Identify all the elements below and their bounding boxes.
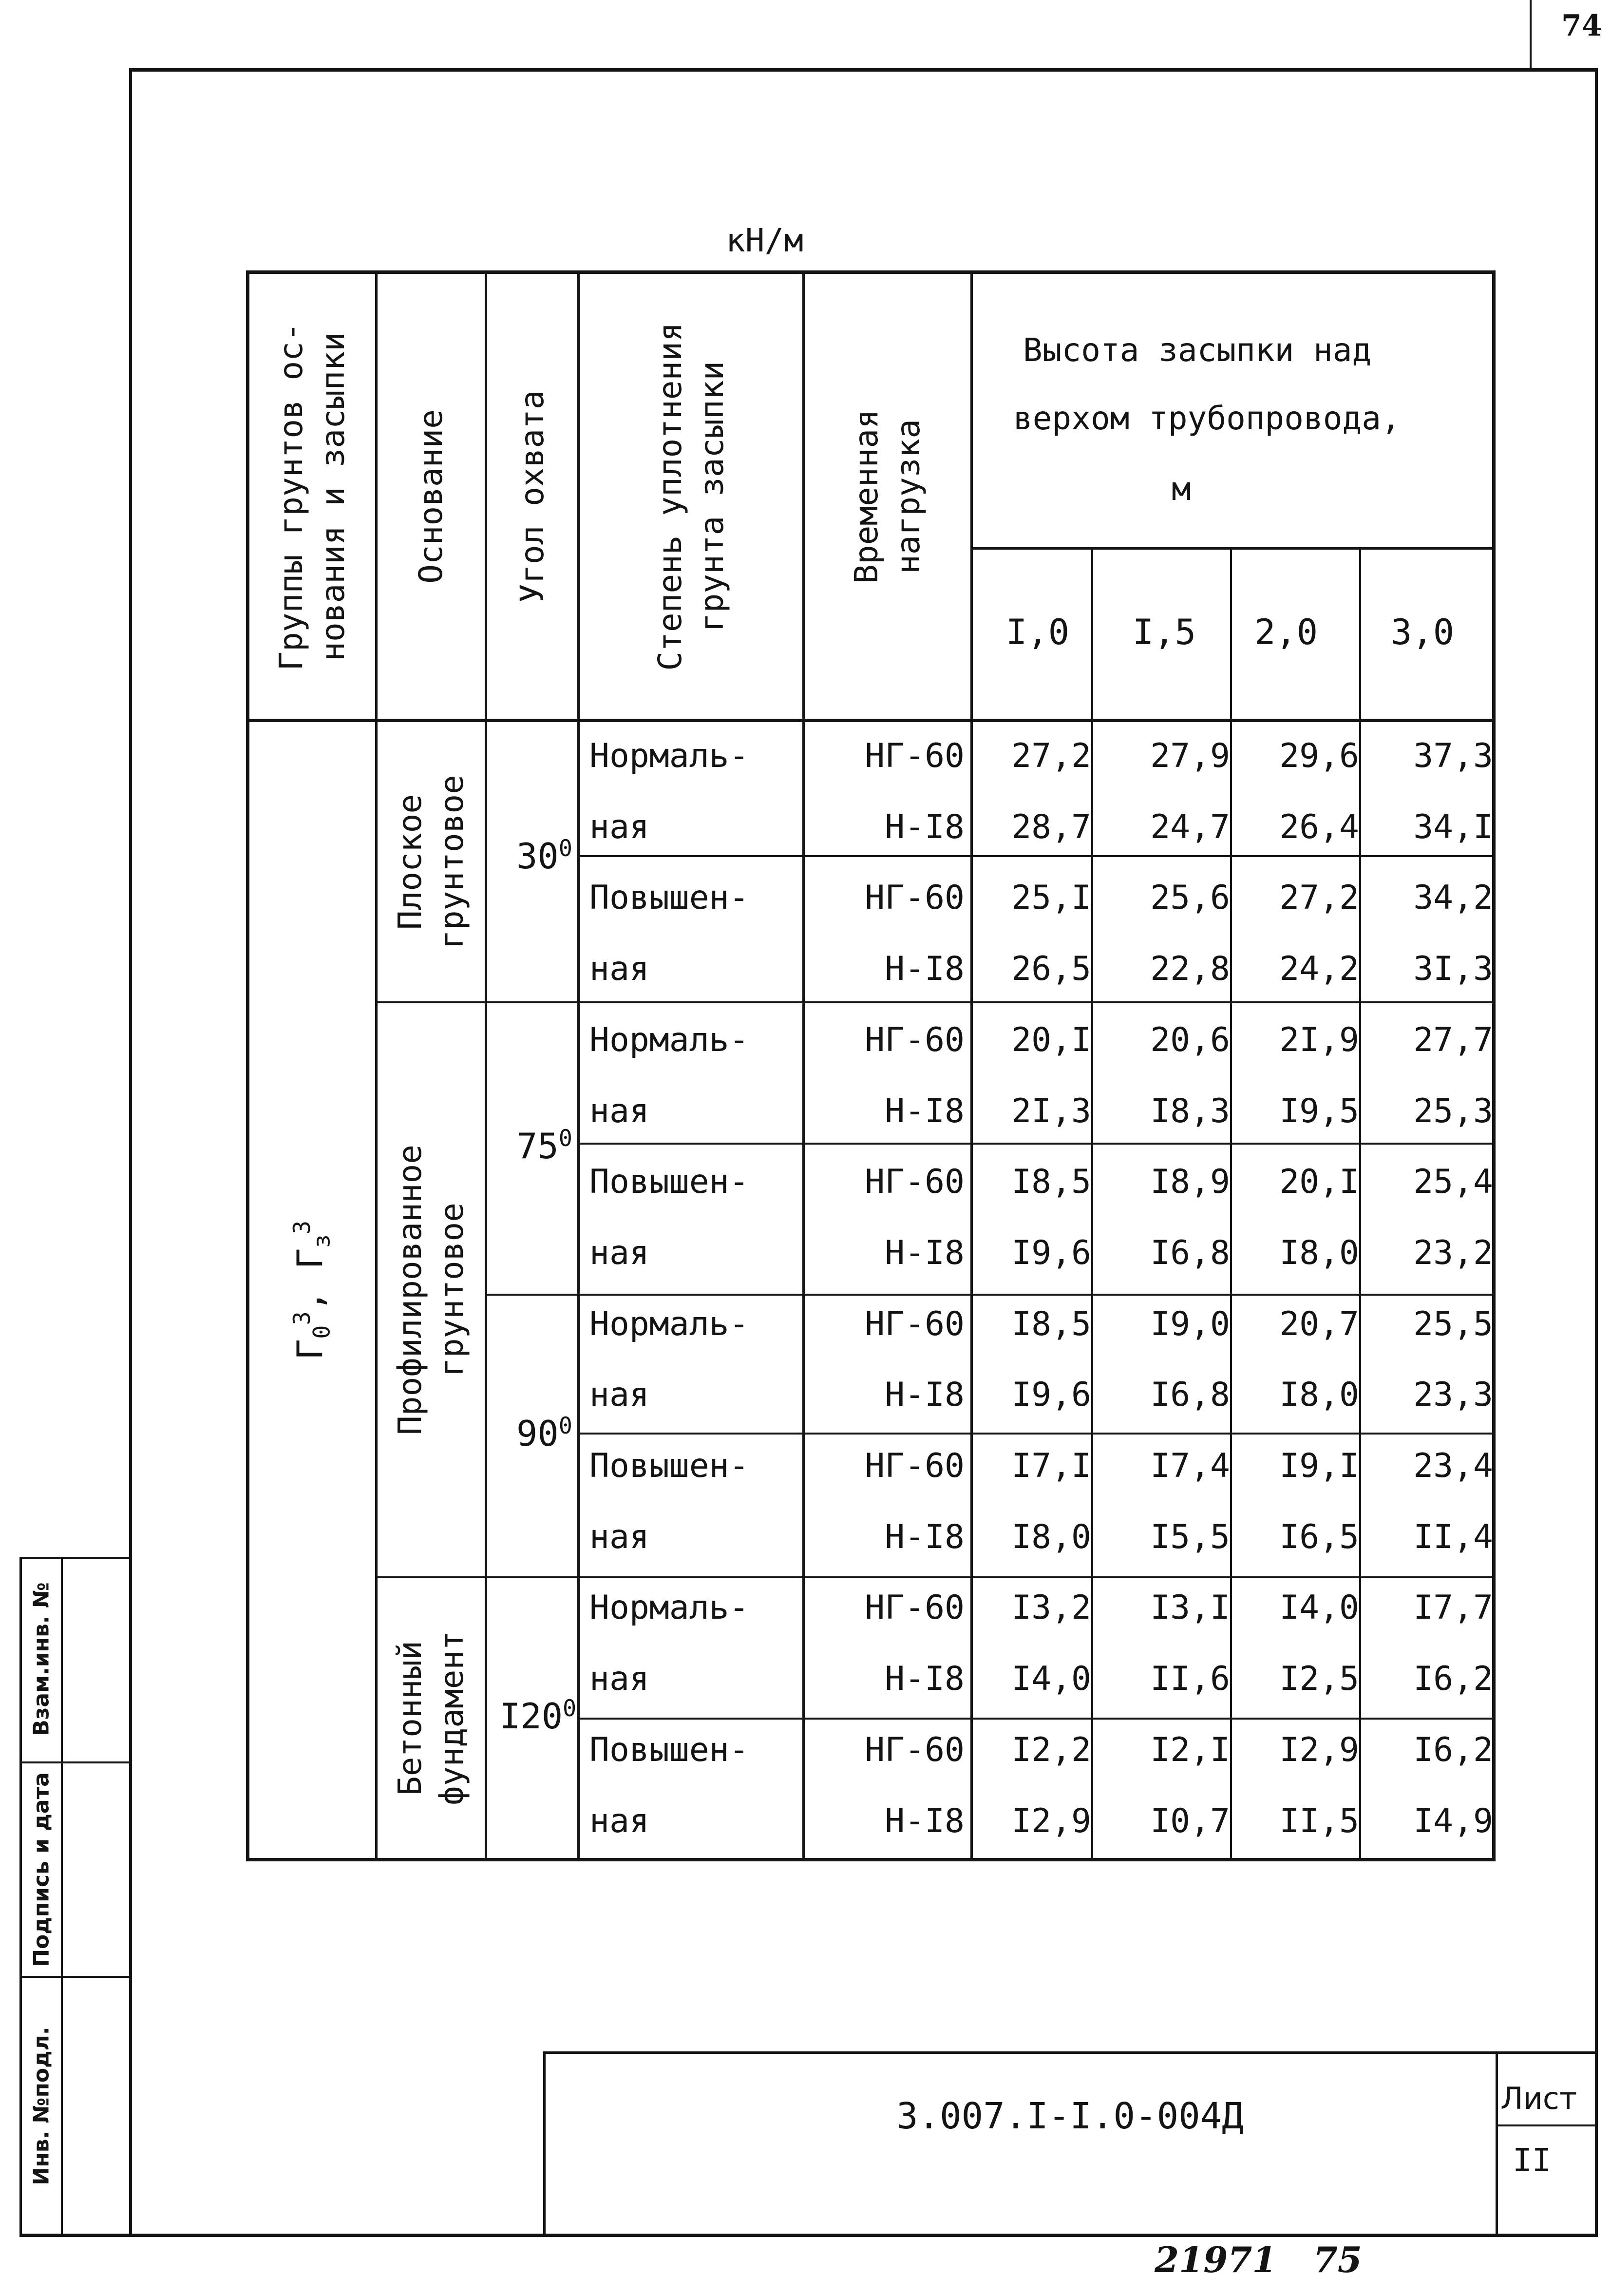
table-cell: 20,I bbox=[1279, 1163, 1359, 1202]
table-cell: I8,0 bbox=[1279, 1233, 1359, 1272]
stamp-sign-date: Подпись и дата bbox=[29, 1772, 54, 1967]
table-cell: 25,I bbox=[1011, 879, 1091, 918]
table-cell: 22,8 bbox=[1150, 950, 1230, 989]
left-stamp bbox=[19, 1557, 129, 2234]
load-value: НГ-60 bbox=[865, 1588, 965, 1627]
document-code: 3.007.I-I.0-004Д bbox=[896, 2095, 1244, 2137]
table-cell: 3I,3 bbox=[1413, 950, 1493, 989]
units-label: кН/м bbox=[726, 222, 803, 259]
compaction-text: Нормаль- bbox=[589, 1588, 749, 1627]
table-cell: I9,6 bbox=[1011, 1233, 1091, 1272]
compaction-text: Повышен- bbox=[589, 1447, 749, 1485]
table-cell: I6,5 bbox=[1279, 1517, 1359, 1556]
table-cell: 20,6 bbox=[1150, 1020, 1230, 1059]
frame-top bbox=[129, 68, 1598, 72]
table-cell: 26,5 bbox=[1011, 950, 1091, 989]
load-value: Н-I8 bbox=[885, 1660, 965, 1699]
table-cell: I7,I bbox=[1011, 1447, 1091, 1485]
group-label: $Г_0^3$, $Г_з^3$ bbox=[289, 1220, 336, 1360]
table-cell: I6,2 bbox=[1413, 1660, 1493, 1699]
table-cell: I9,6 bbox=[1011, 1376, 1091, 1415]
compaction-text: Нормаль- bbox=[589, 737, 749, 775]
table-cell: I4,0 bbox=[1279, 1588, 1359, 1627]
stamp-inv-orig: Инв. №подл. bbox=[29, 2027, 54, 2185]
table-cell: 27,2 bbox=[1011, 737, 1091, 775]
table-cell: I9,5 bbox=[1279, 1091, 1359, 1130]
compaction-text: ная bbox=[589, 1376, 649, 1415]
table-cell: 23,4 bbox=[1413, 1447, 1493, 1485]
angle-75: $75^0$ bbox=[516, 1126, 572, 1167]
table-cell: I8,3 bbox=[1150, 1091, 1230, 1130]
table-cell: I2,5 bbox=[1279, 1660, 1359, 1699]
angle-30: $30^0$ bbox=[516, 836, 572, 877]
table-cell: 23,3 bbox=[1413, 1376, 1493, 1415]
table-cell: I2,9 bbox=[1279, 1730, 1359, 1769]
compaction-text: Нормаль- bbox=[589, 1304, 749, 1343]
header-h-2: I,5 bbox=[1133, 612, 1196, 652]
table-cell: II,6 bbox=[1150, 1660, 1230, 1699]
table-cell: I2,9 bbox=[1011, 1801, 1091, 1840]
table-cell: I6,2 bbox=[1413, 1730, 1493, 1769]
table-cell: 27,7 bbox=[1413, 1020, 1493, 1059]
load-value: Н-I8 bbox=[885, 807, 965, 846]
table-cell: 2I,9 bbox=[1279, 1020, 1359, 1059]
header-height-l2: верхом трубопровода, bbox=[1013, 400, 1401, 437]
compaction-text: ная bbox=[589, 1091, 649, 1130]
load-value: Н-I8 bbox=[885, 950, 965, 989]
table-cell: 2I,3 bbox=[1011, 1091, 1091, 1130]
table-cell: 25,6 bbox=[1150, 879, 1230, 918]
compaction-text: Повышен- bbox=[589, 1163, 749, 1202]
table-cell: 24,2 bbox=[1279, 950, 1359, 989]
table-cell: I6,8 bbox=[1150, 1233, 1230, 1272]
load-value: Н-I8 bbox=[885, 1091, 965, 1130]
load-value: НГ-60 bbox=[865, 1304, 965, 1343]
frame-right bbox=[1595, 68, 1598, 2237]
table-cell: I5,5 bbox=[1150, 1517, 1230, 1556]
table-cell: 20,I bbox=[1011, 1020, 1091, 1059]
compaction-text: ная bbox=[589, 807, 649, 846]
table-cell: 25,4 bbox=[1413, 1163, 1493, 1202]
table-cell: 25,5 bbox=[1413, 1304, 1493, 1343]
frame-bottom bbox=[19, 2234, 1598, 2237]
table-cell: I3,2 bbox=[1011, 1588, 1091, 1627]
base-profiled: Профилированное грунтовое bbox=[391, 1144, 471, 1435]
data-table bbox=[246, 270, 1496, 1861]
page-number: 74 bbox=[1561, 9, 1602, 43]
header-groups: Группы грунтов ос- нования и засыпки bbox=[272, 322, 352, 671]
compaction-text: ная bbox=[589, 1517, 649, 1556]
load-value: НГ-60 bbox=[865, 1447, 965, 1485]
table-cell: II,5 bbox=[1279, 1801, 1359, 1840]
header-height-l3: м bbox=[1172, 470, 1191, 508]
table-cell: 24,7 bbox=[1150, 807, 1230, 846]
table-cell: 28,7 bbox=[1011, 807, 1091, 846]
compaction-text: ная bbox=[589, 950, 649, 989]
table-cell: I8,0 bbox=[1279, 1376, 1359, 1415]
header-h-4: 3,0 bbox=[1391, 612, 1455, 652]
angle-120: $I20^0$ bbox=[499, 1696, 577, 1737]
header-h-1: I,0 bbox=[1006, 612, 1070, 652]
load-value: НГ-60 bbox=[865, 737, 965, 775]
compaction-text: Повышен- bbox=[589, 1730, 749, 1769]
header-compaction: Степень уплотнения грунта засыпки bbox=[651, 322, 731, 671]
sheet-label: Лист bbox=[1500, 2081, 1577, 2116]
table-cell: I8,5 bbox=[1011, 1163, 1091, 1202]
table-cell: I0,7 bbox=[1150, 1801, 1230, 1840]
table-cell: I2,2 bbox=[1011, 1730, 1091, 1769]
table-cell: I4,9 bbox=[1413, 1801, 1493, 1840]
compaction-text: Нормаль- bbox=[589, 1020, 749, 1059]
load-value: Н-I8 bbox=[885, 1376, 965, 1415]
table-cell: I9,0 bbox=[1150, 1304, 1230, 1343]
table-cell: 27,2 bbox=[1279, 879, 1359, 918]
sheet-number: II bbox=[1513, 2142, 1552, 2179]
load-value: НГ-60 bbox=[865, 1163, 965, 1202]
compaction-text: Повышен- bbox=[589, 879, 749, 918]
compaction-text: ная bbox=[589, 1801, 649, 1840]
load-value: Н-I8 bbox=[885, 1517, 965, 1556]
table-cell: I3,I bbox=[1150, 1588, 1230, 1627]
header-angle: Угол охвата bbox=[513, 389, 551, 603]
handwritten-number: 21971 75 bbox=[1155, 2239, 1362, 2280]
table-cell: I8,0 bbox=[1011, 1517, 1091, 1556]
table-cell: 29,6 bbox=[1279, 737, 1359, 775]
load-value: Н-I8 bbox=[885, 1801, 965, 1840]
table-cell: I7,7 bbox=[1413, 1588, 1493, 1627]
table-cell: 26,4 bbox=[1279, 807, 1359, 846]
frame-left bbox=[129, 68, 132, 2237]
table-cell: I4,0 bbox=[1011, 1660, 1091, 1699]
header-base: Основание bbox=[412, 409, 450, 584]
load-value: НГ-60 bbox=[865, 879, 965, 918]
table-cell: I6,8 bbox=[1150, 1376, 1230, 1415]
table-cell: I8,9 bbox=[1150, 1163, 1230, 1202]
table-cell: I8,5 bbox=[1011, 1304, 1091, 1343]
angle-90: $90^0$ bbox=[516, 1413, 572, 1454]
table-cell: 20,7 bbox=[1279, 1304, 1359, 1343]
header-h-3: 2,0 bbox=[1254, 612, 1318, 652]
stamp-inv-swap: Взам.инв. № bbox=[29, 1582, 54, 1736]
table-cell: 34,2 bbox=[1413, 879, 1493, 918]
table-cell: I2,I bbox=[1150, 1730, 1230, 1769]
base-concrete: Бетонный фундамент bbox=[391, 1631, 471, 1805]
table-cell: 23,2 bbox=[1413, 1233, 1493, 1272]
table-cell: 37,3 bbox=[1413, 737, 1493, 775]
load-value: НГ-60 bbox=[865, 1730, 965, 1769]
base-flat: Плоское грунтовое bbox=[391, 774, 471, 949]
table-cell: 25,3 bbox=[1413, 1091, 1493, 1130]
header-height-l1: Высота засыпки над bbox=[1023, 331, 1372, 369]
load-value: Н-I8 bbox=[885, 1233, 965, 1272]
table-cell: II,4 bbox=[1413, 1517, 1493, 1556]
table-cell: I7,4 bbox=[1150, 1447, 1230, 1485]
compaction-text: ная bbox=[589, 1233, 649, 1272]
table-cell: 27,9 bbox=[1150, 737, 1230, 775]
compaction-text: ная bbox=[589, 1660, 649, 1699]
load-value: НГ-60 bbox=[865, 1020, 965, 1059]
table-cell: I9,I bbox=[1279, 1447, 1359, 1485]
table-cell: 34,I bbox=[1413, 807, 1493, 846]
header-load: Временная нагрузка bbox=[848, 409, 927, 584]
